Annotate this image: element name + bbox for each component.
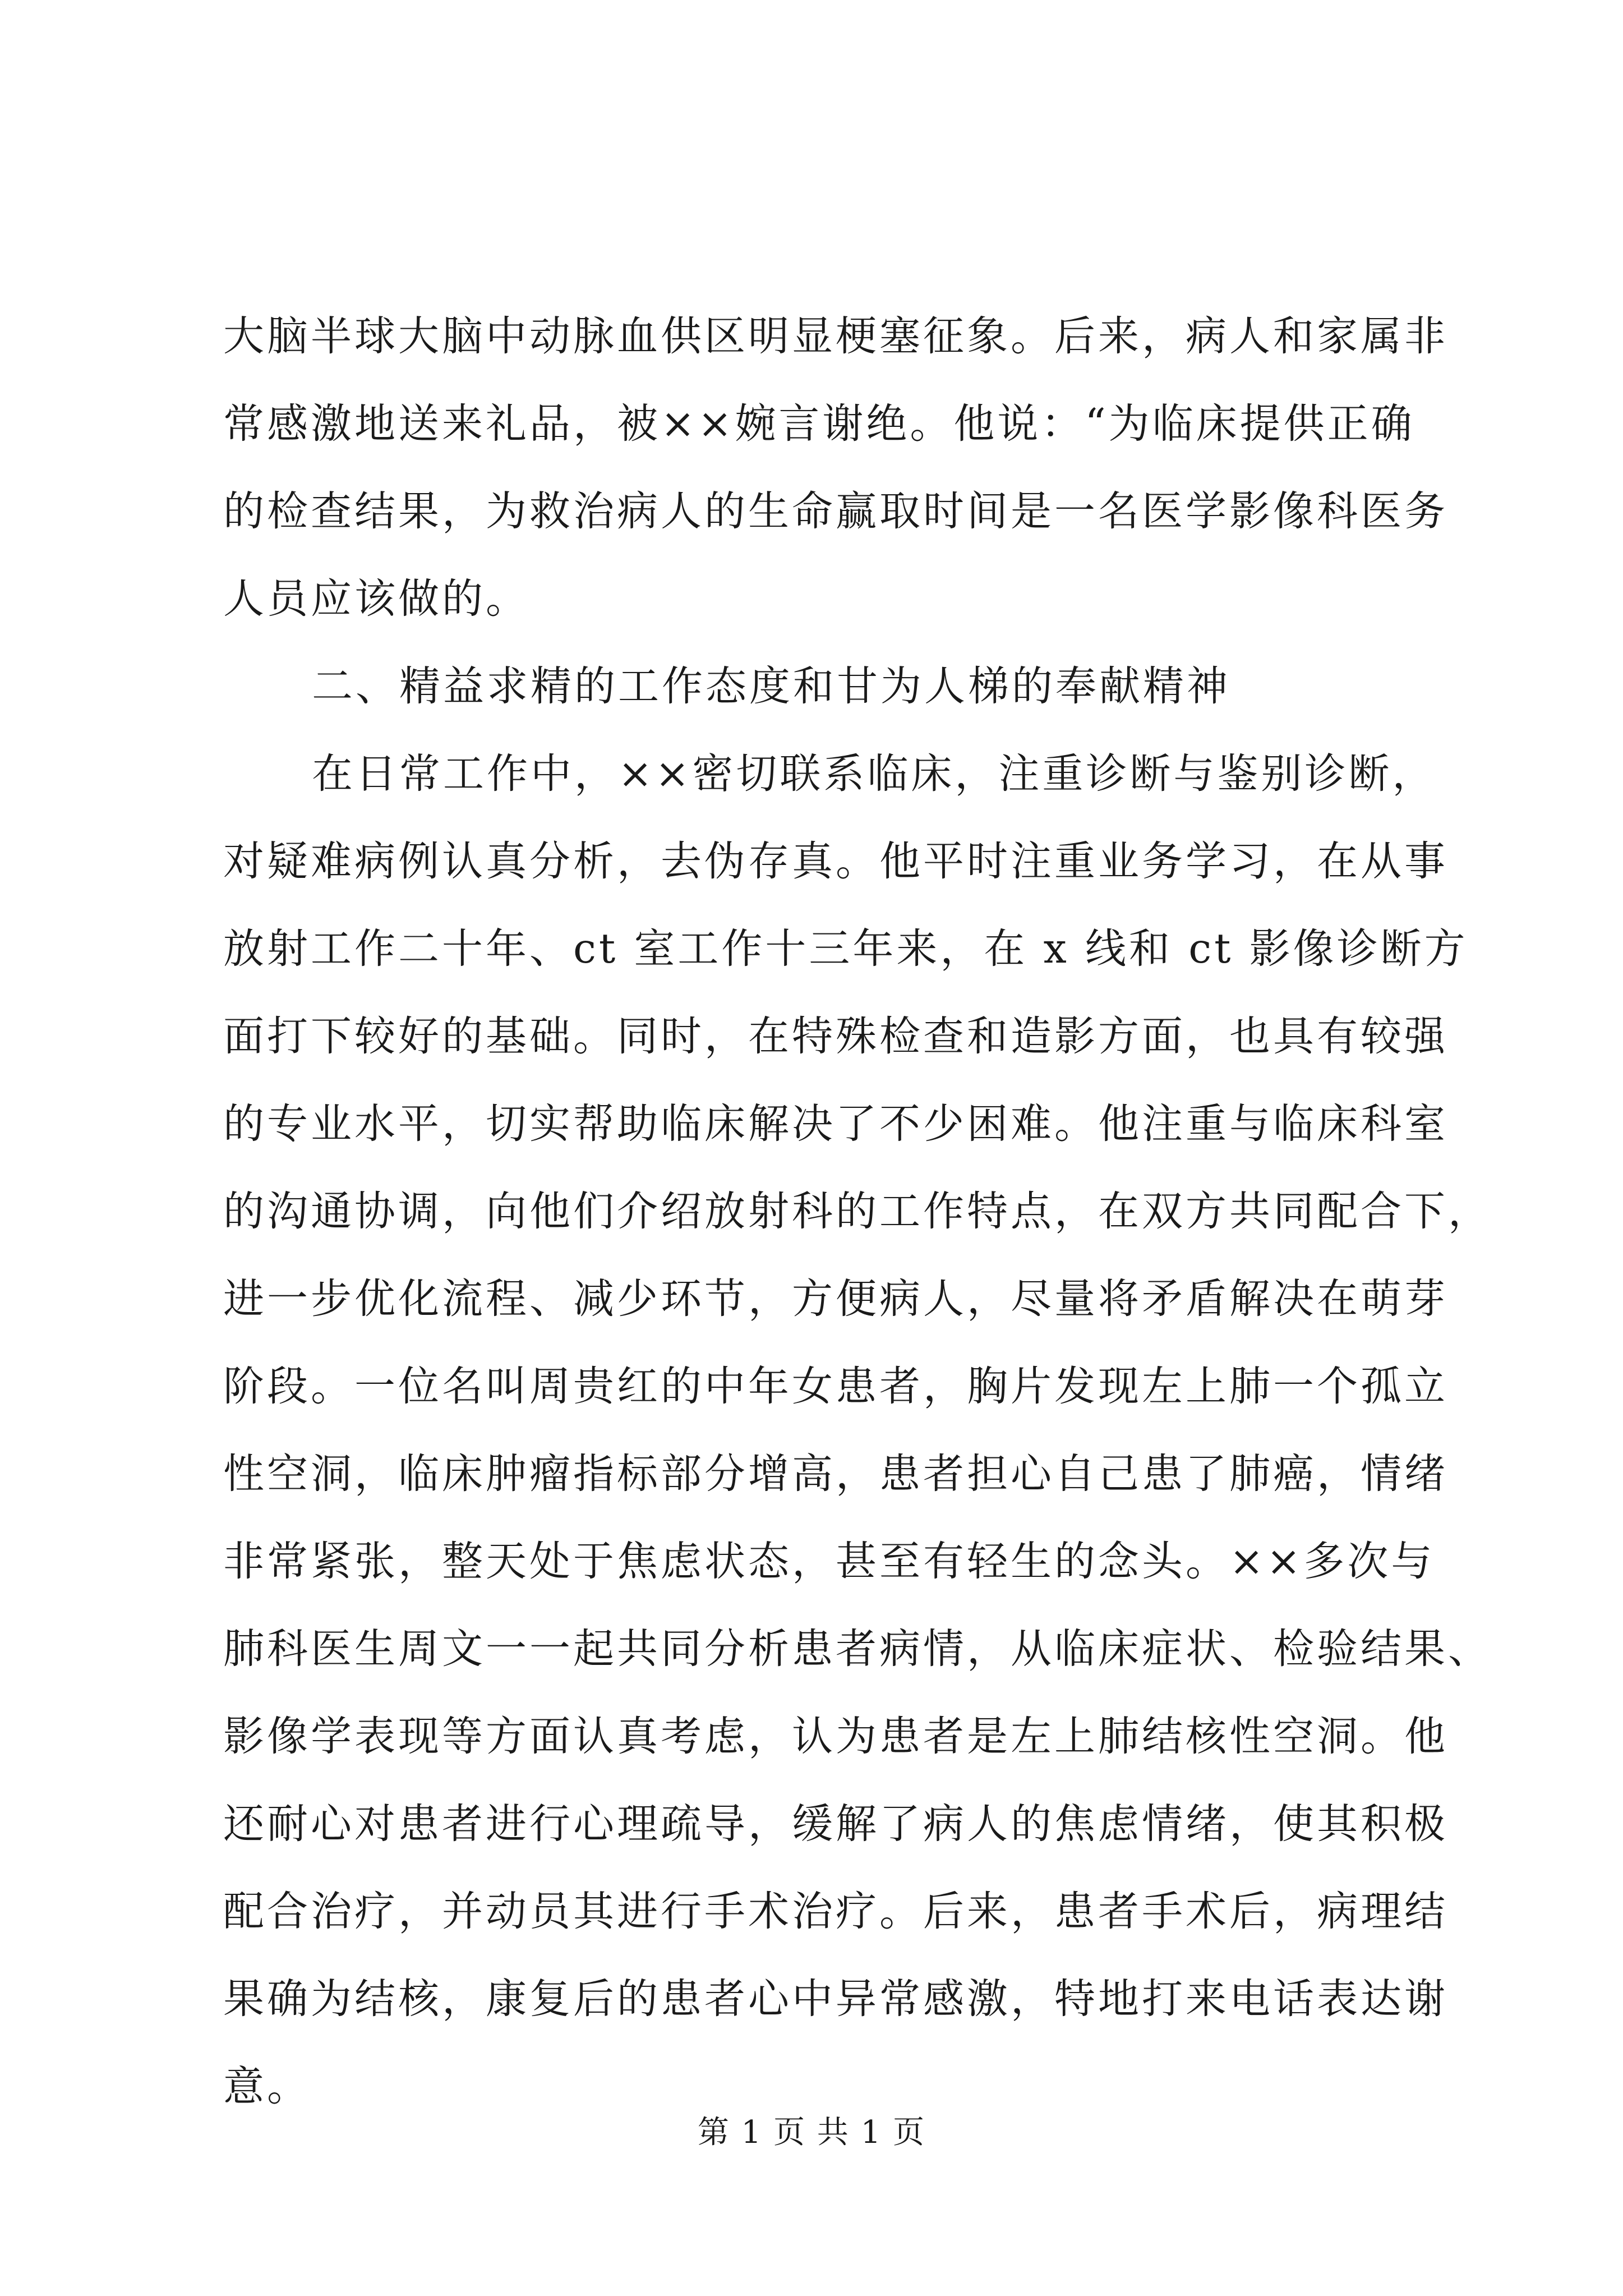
page-footer: 第 1 页 共 1 页 (697, 2114, 926, 2151)
text-line: 面打下较好的基础。同时，在特殊检查和造影方面，也具有较强 (223, 1013, 1448, 1060)
text-line: 的专业水平，切实帮助临床解决了不少困难。他注重与临床科室 (223, 1100, 1448, 1148)
text-line: 配合治疗，并动员其进行手术治疗。后来，患者手术后，病理结 (223, 1888, 1448, 1935)
text-line: 放射工作二十年、ct 室工作十三年来，在 x 线和 ct 影像诊断方 (223, 925, 1468, 973)
text-line: 阶段。一位名叫周贵红的中年女患者，胸片发现左上肺一个孤立 (223, 1363, 1448, 1410)
text-line: 意。 (223, 2063, 311, 2110)
text-line: 对疑难病例认真分析，去伪存真。他平时注重业务学习，在从事 (223, 838, 1448, 885)
text-line: 人员应该做的。 (223, 575, 529, 623)
section-heading: 二、精益求精的工作态度和甘为人梯的奉献精神 (312, 662, 1230, 710)
text-line: 常感激地送来礼品，被××婉言谢绝。他说：“为临床提供正确 (223, 400, 1415, 448)
text-line: 的检查结果，为救治病人的生命赢取时间是一名医学影像科医务 (223, 487, 1448, 535)
text-line: 还耐心对患者进行心理疏导，缓解了病人的焦虑情绪，使其积极 (223, 1800, 1448, 1848)
text-line: 非常紧张，整天处于焦虑状态，甚至有轻生的念头。××多次与 (223, 1538, 1435, 1585)
text-line: 性空洞，临床肿瘤指标部分增高，患者担心自己患了肺癌，情绪 (223, 1450, 1448, 1498)
text-line: 果确为结核，康复后的患者心中异常感激，特地打来电话表达谢 (223, 1975, 1448, 2023)
text-line: 影像学表现等方面认真考虑，认为患者是左上肺结核性空洞。他 (223, 1713, 1448, 1760)
text-line: 肺科医生周文一一起共同分析患者病情，从临床症状、检验结果、 (223, 1625, 1492, 1673)
text-line: 在日常工作中，××密切联系临床，注重诊断与鉴别诊断， (312, 750, 1436, 798)
text-line: 大脑半球大脑中动脉血供区明显梗塞征象。后来，病人和家属非 (223, 312, 1448, 360)
document-body (223, 293, 1492, 2131)
text-line: 进一步优化流程、减少环节，方便病人，尽量将矛盾解决在萌芽 (223, 1275, 1448, 1323)
text-line: 的沟通协调，向他们介绍放射科的工作特点，在双方共同配合下， (223, 1188, 1492, 1235)
